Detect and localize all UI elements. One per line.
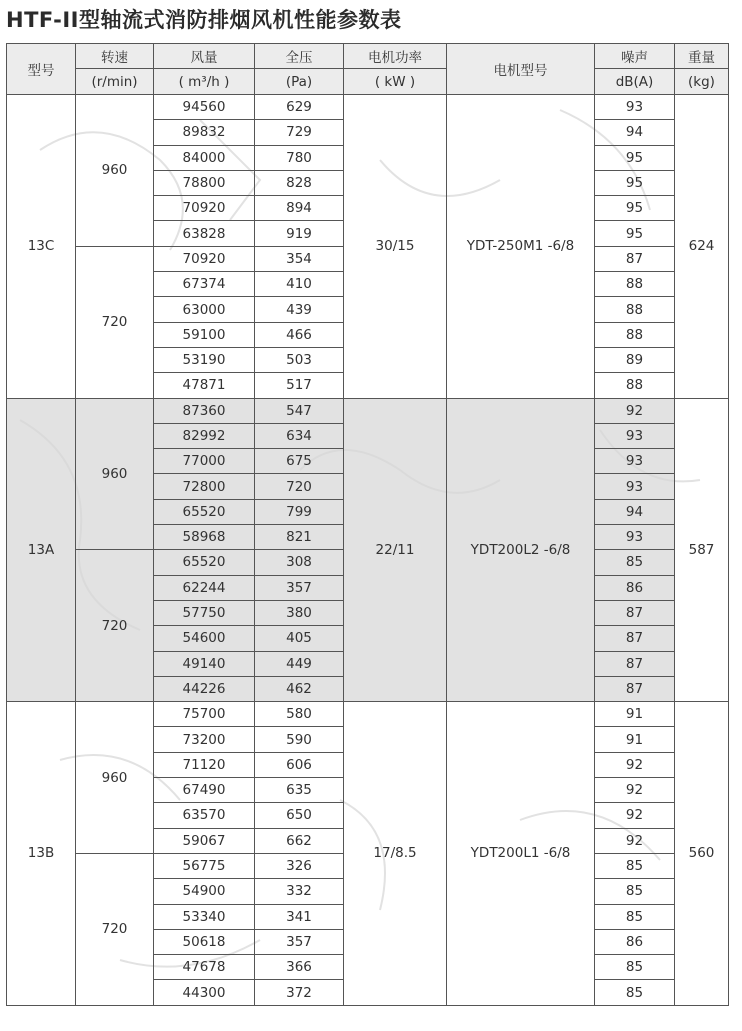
weight-cell: 587 [675,398,729,702]
pressure-cell: 634 [255,423,344,448]
pressure-cell: 675 [255,449,344,474]
pressure-cell: 326 [255,853,344,878]
model-group-13B [7,702,729,1006]
noise-cell: 88 [595,272,675,297]
airflow-cell: 57750 [154,600,255,625]
model-cell: 13B [7,702,76,1006]
pressure-cell: 380 [255,600,344,625]
noise-cell: 85 [595,550,675,575]
airflow-cell: 87360 [154,398,255,423]
noise-cell: 94 [595,120,675,145]
pressure-cell: 357 [255,575,344,600]
speed-cell: 960 [76,702,154,854]
noise-cell: 86 [595,929,675,954]
pressure-cell: 341 [255,904,344,929]
header-pressure: 全压 [255,44,344,69]
pressure-cell: 517 [255,373,344,398]
airflow-cell: 67490 [154,778,255,803]
power-cell: 30/15 [344,95,447,399]
header-weight-unit: (kg) [675,69,729,95]
airflow-cell: 62244 [154,575,255,600]
pressure-cell: 606 [255,752,344,777]
airflow-cell: 65520 [154,550,255,575]
airflow-cell: 71120 [154,752,255,777]
pressure-cell: 720 [255,474,344,499]
noise-cell: 91 [595,702,675,727]
airflow-cell: 58968 [154,525,255,550]
header-airflow-unit: ( m³/h ) [154,69,255,95]
airflow-cell: 44300 [154,980,255,1005]
speed-cell: 720 [76,246,154,398]
power-cell: 17/8.5 [344,702,447,1006]
noise-cell: 87 [595,676,675,701]
noise-cell: 92 [595,828,675,853]
pressure-cell: 503 [255,347,344,372]
noise-cell: 94 [595,499,675,524]
noise-cell: 89 [595,347,675,372]
noise-cell: 91 [595,727,675,752]
airflow-cell: 65520 [154,499,255,524]
noise-cell: 95 [595,170,675,195]
airflow-cell: 75700 [154,702,255,727]
noise-cell: 85 [595,980,675,1005]
pressure-cell: 357 [255,929,344,954]
noise-cell: 93 [595,95,675,120]
performance-table [6,43,729,1006]
pressure-cell: 635 [255,778,344,803]
noise-cell: 85 [595,904,675,929]
pressure-cell: 828 [255,170,344,195]
pressure-cell: 439 [255,297,344,322]
weight-cell: 560 [675,702,729,1006]
noise-cell: 87 [595,651,675,676]
pressure-cell: 629 [255,95,344,120]
noise-cell: 93 [595,525,675,550]
page-title: HTF-II型轴流式消防排烟风机性能参数表 [6,8,402,32]
airflow-cell: 70920 [154,196,255,221]
noise-cell: 87 [595,626,675,651]
noise-cell: 86 [595,575,675,600]
header-speed: 转速 [76,44,154,69]
header-motor: 电机型号 [447,44,595,95]
noise-cell: 85 [595,853,675,878]
weight-cell: 624 [675,95,729,399]
speed-cell: 960 [76,398,154,550]
airflow-cell: 63000 [154,297,255,322]
airflow-cell: 84000 [154,145,255,170]
noise-cell: 87 [595,600,675,625]
header-model: 型号 [7,44,76,95]
airflow-cell: 94560 [154,95,255,120]
header-noise-unit: dB(A) [595,69,675,95]
airflow-cell: 72800 [154,474,255,499]
header-power: 电机功率 [344,44,447,69]
pressure-cell: 662 [255,828,344,853]
pressure-cell: 780 [255,145,344,170]
airflow-cell: 47678 [154,955,255,980]
pressure-cell: 821 [255,525,344,550]
noise-cell: 93 [595,449,675,474]
pressure-cell: 894 [255,196,344,221]
header-noise: 噪声 [595,44,675,69]
airflow-cell: 53190 [154,347,255,372]
speed-cell: 720 [76,550,154,702]
header-airflow: 风量 [154,44,255,69]
pressure-cell: 449 [255,651,344,676]
airflow-cell: 78800 [154,170,255,195]
noise-cell: 92 [595,778,675,803]
header-pressure-unit: (Pa) [255,69,344,95]
airflow-cell: 77000 [154,449,255,474]
pressure-cell: 410 [255,272,344,297]
airflow-cell: 54900 [154,879,255,904]
pressure-cell: 590 [255,727,344,752]
model-group-13C [7,95,729,399]
noise-cell: 95 [595,196,675,221]
pressure-cell: 372 [255,980,344,1005]
airflow-cell: 56775 [154,853,255,878]
noise-cell: 85 [595,955,675,980]
model-group-13A [7,398,729,702]
pressure-cell: 405 [255,626,344,651]
pressure-cell: 799 [255,499,344,524]
airflow-cell: 47871 [154,373,255,398]
airflow-cell: 50618 [154,929,255,954]
noise-cell: 92 [595,752,675,777]
airflow-cell: 70920 [154,246,255,271]
noise-cell: 85 [595,879,675,904]
noise-cell: 92 [595,398,675,423]
pressure-cell: 466 [255,322,344,347]
airflow-cell: 59100 [154,322,255,347]
model-cell: 13C [7,95,76,399]
airflow-cell: 73200 [154,727,255,752]
pressure-cell: 308 [255,550,344,575]
speed-cell: 960 [76,95,154,247]
motor-cell: YDT200L1 -6/8 [447,702,595,1006]
airflow-cell: 44226 [154,676,255,701]
pressure-cell: 462 [255,676,344,701]
header-weight: 重量 [675,44,729,69]
airflow-cell: 54600 [154,626,255,651]
noise-cell: 93 [595,423,675,448]
table-row [7,398,729,423]
pressure-cell: 366 [255,955,344,980]
model-cell: 13A [7,398,76,702]
airflow-cell: 59067 [154,828,255,853]
airflow-cell: 82992 [154,423,255,448]
airflow-cell: 63570 [154,803,255,828]
table-row [7,702,729,727]
pressure-cell: 547 [255,398,344,423]
pressure-cell: 919 [255,221,344,246]
noise-cell: 88 [595,373,675,398]
pressure-cell: 332 [255,879,344,904]
table-row [7,95,729,120]
noise-cell: 93 [595,474,675,499]
power-cell: 22/11 [344,398,447,702]
airflow-cell: 53340 [154,904,255,929]
pressure-cell: 580 [255,702,344,727]
noise-cell: 95 [595,145,675,170]
motor-cell: YDT200L2 -6/8 [447,398,595,702]
header-speed-unit: (r/min) [76,69,154,95]
airflow-cell: 63828 [154,221,255,246]
speed-cell: 720 [76,853,154,1005]
header-power-unit: ( kW ) [344,69,447,95]
table-header [7,44,729,95]
noise-cell: 92 [595,803,675,828]
noise-cell: 88 [595,297,675,322]
pressure-cell: 729 [255,120,344,145]
noise-cell: 87 [595,246,675,271]
motor-cell: YDT-250M1 -6/8 [447,95,595,399]
pressure-cell: 354 [255,246,344,271]
noise-cell: 88 [595,322,675,347]
airflow-cell: 89832 [154,120,255,145]
noise-cell: 95 [595,221,675,246]
airflow-cell: 49140 [154,651,255,676]
airflow-cell: 67374 [154,272,255,297]
pressure-cell: 650 [255,803,344,828]
